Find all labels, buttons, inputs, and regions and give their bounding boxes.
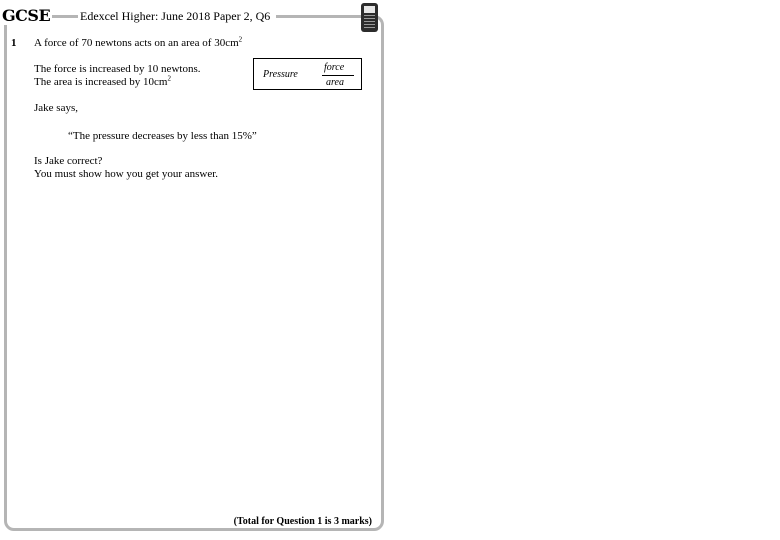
intro-superscript: 2 [238,35,243,44]
question-frame [4,15,384,531]
brand-logo: GCSE [2,6,54,25]
calculator-screen [364,6,375,13]
header-divider [52,15,72,18]
jake-quote: “The pressure decreases by less than 15%” [68,130,257,142]
area-change [34,76,171,88]
calculator-icon [361,3,378,32]
formula-denominator: area [326,77,344,88]
calculator-keys [364,15,375,29]
force-change-text: The force is increased by 10 newtons. [34,63,201,75]
area-change-superscript: 2 [167,74,171,83]
question-instruction: You must show how you get your answer. [34,168,219,180]
formula-fraction-bar [322,75,354,76]
pressure-formula-box [253,58,362,90]
total-marks: (Total for Question 1 is 3 marks) [233,516,372,527]
jake-says-text: Jake says, [34,102,78,114]
question-intro-text: A force of 70 newtons acts on an area of 30cm [34,37,239,49]
formula-lhs: Pressure [263,69,298,80]
question-number: 1 [11,37,17,49]
question-ask: Is Jake correct? [34,155,103,167]
area-change-text: The area is increased by 10cm [34,76,168,88]
question-intro [34,37,242,49]
formula-numerator: force [324,62,345,73]
paper-title: Edexcel Higher: June 2018 Paper 2, Q6 [78,9,276,24]
